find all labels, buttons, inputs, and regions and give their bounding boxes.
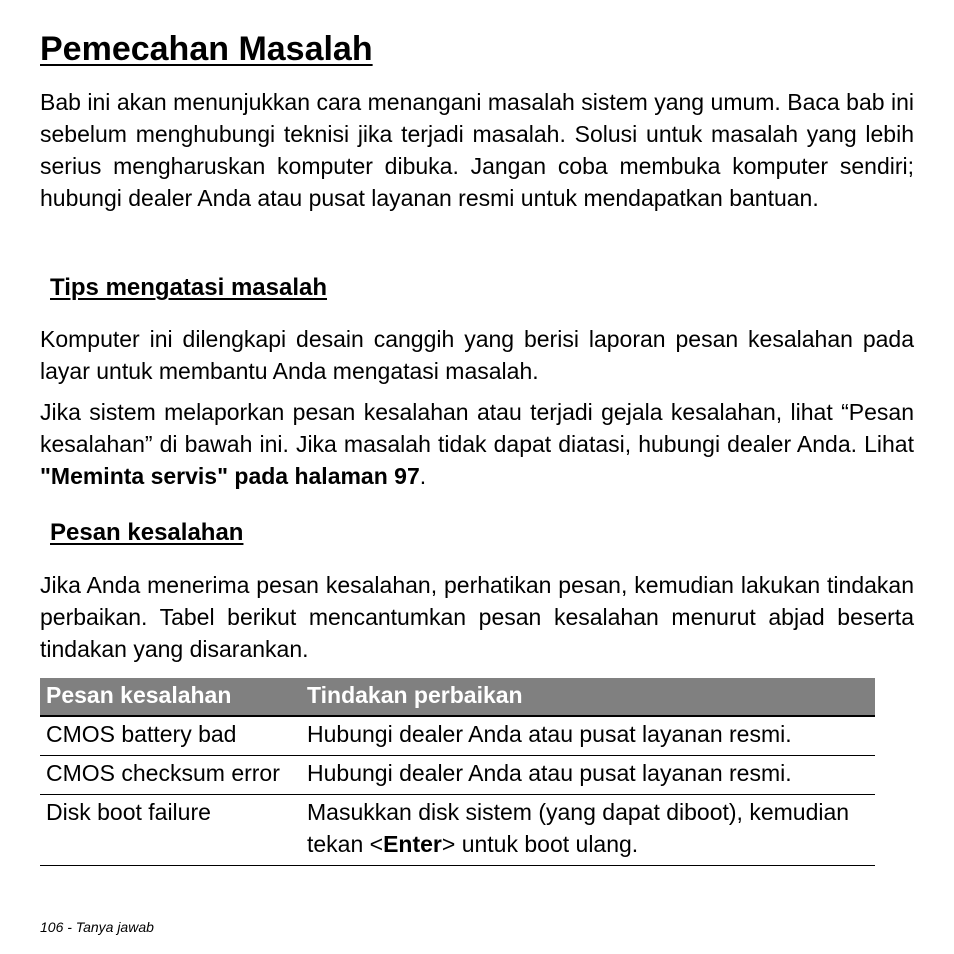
enter-key-label: Enter [383,831,442,857]
column-header-message: Pesan kesalahan [40,678,301,716]
action-text-end: > untuk boot ulang. [441,831,639,857]
tips-paragraph-2 [40,396,914,492]
action-cell: Hubungi dealer Anda atau pusat layanan resmi. [301,716,875,756]
action-cell: Hubungi dealer Anda atau pusat layanan resmi. [301,756,875,795]
tips-paragraph-2-end: . [419,463,427,489]
table-row [40,795,875,866]
error-message-cell: CMOS checksum error [40,756,301,795]
table-row [40,756,875,795]
action-text: Masukkan disk sistem (yang dapat diboot), kemudian tekan < [307,799,850,857]
table-header-row [40,678,875,716]
intro-paragraph: Bab ini akan menunjukkan cara menangani masalah sistem yang umum. Baca bab ini sebelum menghubungi teknisi jika terjadi masalah. Solusi untuk masalah yang lebih serius mengharuskan komputer dibuka. Jangan coba membuka komputer sendiri; hubungi dealer Anda atau pusat layanan resmi untuk mendapatkan bantuan. [40,89,914,211]
error-message-cell: Disk boot failure [40,795,301,866]
error-messages-table [40,678,875,866]
action-cell [301,795,875,866]
table-row [40,716,875,756]
error-message-cell: CMOS battery bad [40,716,301,756]
tips-paragraph-1: Komputer ini dilengkapi desain canggih yang berisi laporan pesan kesalahan pada layar untuk membantu Anda mengatasi masalah. [40,326,914,384]
errors-heading: Pesan kesalahan [50,519,244,546]
page-title: Pemecahan Masalah [40,30,373,68]
meminta-servis-link[interactable]: "Meminta servis" pada halaman 97 [40,463,420,489]
column-header-action: Tindakan perbaikan [301,678,875,716]
errors-paragraph: Jika Anda menerima pesan kesalahan, perhatikan pesan, kemudian lakukan tindakan perbaikan. Tabel berikut mencantumkan pesan kesalahan menurut abjad beserta tindakan yang disarankan. [40,572,914,662]
tips-paragraph-2-text: Jika sistem melaporkan pesan kesalahan atau terjadi gejala kesalahan, lihat “Pesan kesalahan” di bawah ini. Jika masalah tidak dapat diatasi, hubungi dealer Anda. Lihat [40,399,914,457]
page-footer: 106 - Tanya jawab [40,919,154,935]
tips-heading: Tips mengatasi masalah [50,274,328,301]
